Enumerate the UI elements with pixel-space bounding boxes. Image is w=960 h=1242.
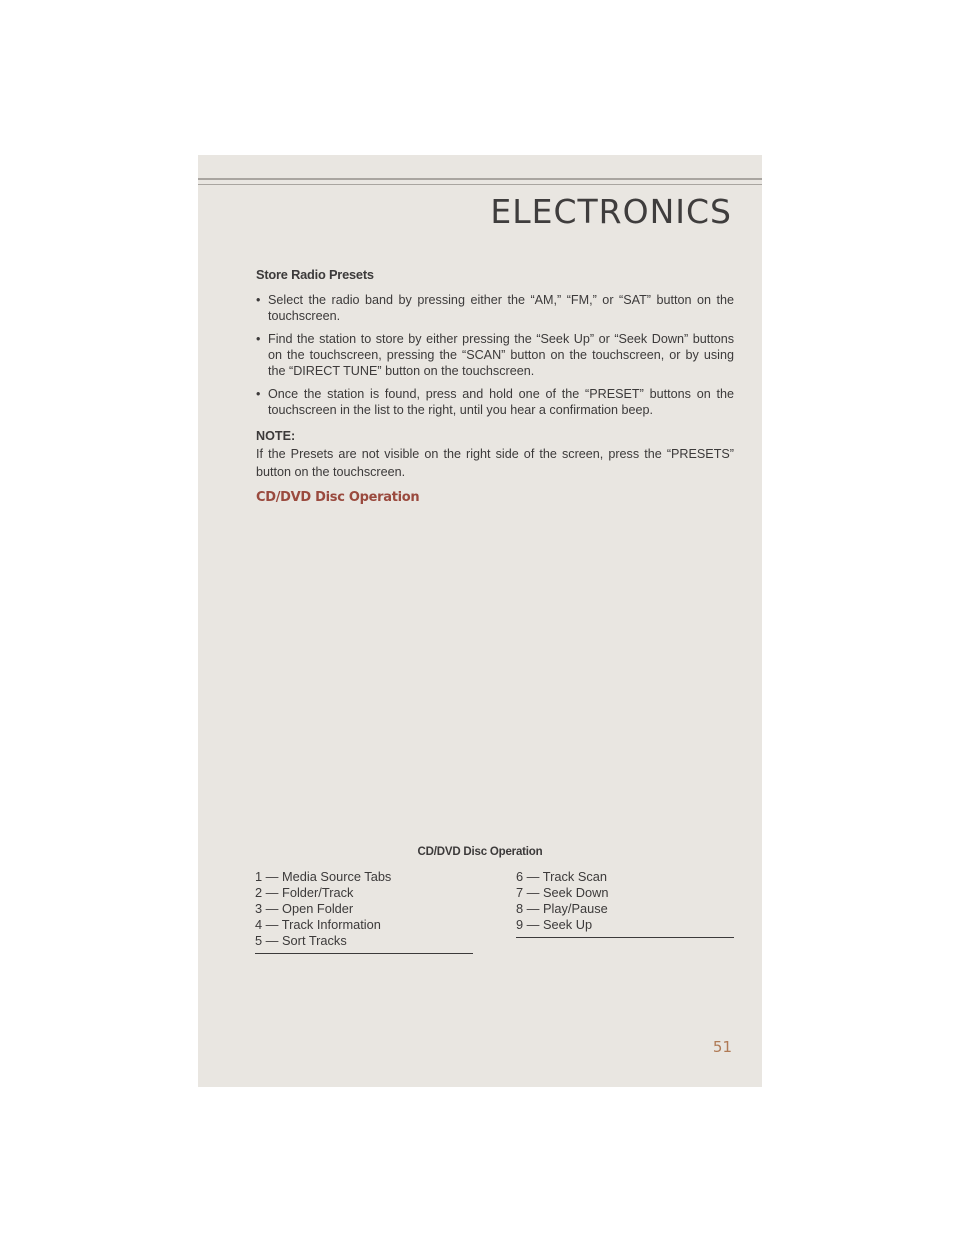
legend-item: 2 — Folder/Track (255, 885, 354, 900)
legend-item: 6 — Track Scan (516, 869, 608, 884)
list-item-text: Find the station to store by either pressing the “Seek Up” or “Seek Down” buttons on the touchscreen, pressing the “SCAN” button on the touchscreen, or by using the “DIRECT TUNE” button on the touchscreen. (268, 332, 734, 378)
figure-caption: CD/DVD Disc Operation (417, 846, 543, 858)
list-item (256, 386, 734, 418)
legend-item: 8 — Play/Pause (516, 901, 608, 916)
legend-item: 4 — Track Information (255, 917, 381, 932)
body-content (256, 267, 734, 506)
legend-item: 3 — Open Folder (255, 901, 354, 916)
list-item-text: Once the station is found, press and hold one of the “PRESET” buttons on the touchscreen in the list to the right, until you hear a confirmation beep. (268, 387, 734, 417)
note-text: If the Presets are not visible on the right side of the screen, press the “PRESETS” button on the touchscreen. (256, 447, 734, 479)
header-rule-thick (198, 178, 762, 180)
header-rule-thin (198, 184, 762, 185)
subheading-store-radio-presets: Store Radio Presets (256, 267, 374, 282)
page-number: 51 (712, 1038, 732, 1056)
bullet-icon: • (256, 332, 261, 346)
section-heading-cd-dvd: CD/DVD Disc Operation (256, 490, 420, 505)
legend-item: 9 — Seek Up (516, 917, 593, 932)
figure-legend-left (255, 869, 473, 954)
instruction-list (256, 292, 734, 418)
bullet-icon: • (256, 387, 261, 401)
bullet-icon: • (256, 293, 261, 307)
legend-item: 5 — Sort Tracks (255, 933, 347, 948)
legend-item: 7 — Seek Down (516, 885, 609, 900)
figure-legend-right (516, 869, 734, 938)
manual-page (198, 155, 762, 1087)
list-item (256, 292, 734, 324)
list-item-text: Select the radio band by pressing either the “AM,” “FM,” or “SAT” button on the touchscreen. (268, 293, 734, 323)
legend-item: 1 — Media Source Tabs (255, 869, 392, 884)
list-item (256, 331, 734, 379)
section-title: ELECTRONICS (490, 192, 732, 231)
note-label: NOTE: (256, 429, 296, 443)
